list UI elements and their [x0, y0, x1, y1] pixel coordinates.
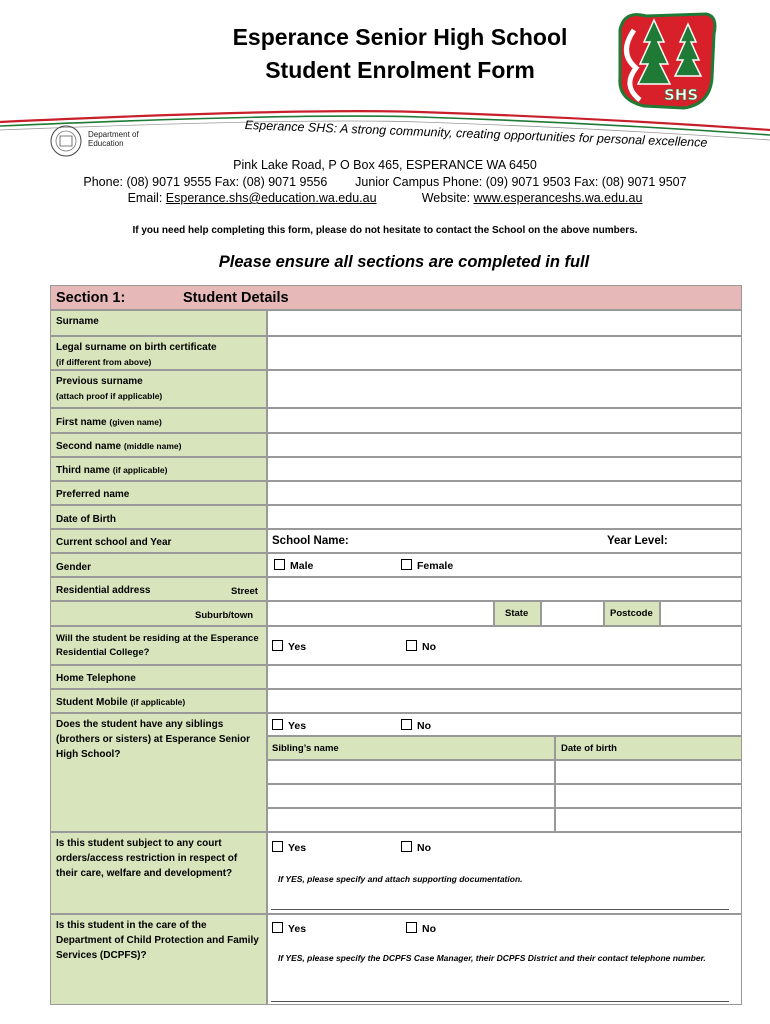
court-orders-cell: [267, 832, 742, 914]
college-yes-option[interactable]: Yes: [272, 640, 306, 653]
home-telephone-input[interactable]: [267, 665, 742, 689]
state-input[interactable]: [541, 601, 604, 626]
state-label: State: [505, 608, 529, 619]
sibling-name-header: Sibling’s name: [267, 736, 555, 760]
suburb-label: Suburb/town: [195, 610, 254, 621]
court-no-option[interactable]: No: [401, 841, 431, 854]
court-details-line[interactable]: [271, 909, 729, 910]
gender-male-option[interactable]: Male: [274, 559, 313, 572]
court-no-checkbox[interactable]: [401, 841, 412, 852]
dcpfs-no-option[interactable]: No: [406, 922, 436, 935]
college-no-option[interactable]: No: [406, 640, 436, 653]
court-yes-checkbox[interactable]: [272, 841, 283, 852]
siblings-yes-checkbox[interactable]: [272, 719, 283, 730]
gender-label: Gender: [50, 553, 267, 577]
form-subtitle: Student Enrolment Form: [265, 57, 535, 83]
state-label-cell: [494, 601, 541, 626]
postcode-input[interactable]: [660, 601, 742, 626]
suburb-input[interactable]: [267, 601, 494, 626]
second-name-input[interactable]: [267, 433, 742, 457]
sibling-3-dob-input[interactable]: [555, 808, 742, 832]
sibling-3-name-input[interactable]: [267, 808, 555, 832]
previous-surname-input[interactable]: [267, 370, 742, 408]
dcpfs-note: If YES, please specify the DCPFS Case Manager, their DCPFS District and their contact telephone number.: [278, 953, 706, 963]
school-address: Pink Lake Road, P O Box 465, ESPERANCE WA 6450: [233, 158, 537, 172]
junior-campus-phone: Junior Campus Phone: (09) 9071 9503 Fax: (08) 9071 9507: [355, 175, 687, 189]
college-yes-checkbox[interactable]: [272, 640, 283, 651]
current-school-input[interactable]: [267, 529, 742, 553]
help-text: If you need help completing this form, please do not hesitate to contact the School on the above numbers.: [132, 225, 638, 236]
section-title: Student Details: [183, 290, 289, 306]
school-slogan: Esperance SHS: A strong community, creating opportunities for personal excellence: [244, 118, 708, 150]
gender-female-option[interactable]: Female: [401, 559, 453, 572]
third-name-label: Third name (if applicable): [50, 457, 267, 481]
sibling-2-dob-input[interactable]: [555, 784, 742, 808]
street-label: Street: [231, 586, 258, 597]
student-mobile-input[interactable]: [267, 689, 742, 713]
gender-options: [267, 553, 742, 577]
preferred-name-input[interactable]: [267, 481, 742, 505]
year-level-label: Year Level:: [607, 535, 668, 547]
dcpfs-yes-checkbox[interactable]: [272, 922, 283, 933]
section-number: Section 1:: [56, 290, 126, 306]
school-phones: [0, 174, 770, 191]
legal-surname-input[interactable]: [267, 336, 742, 370]
main-phone: Phone: (08) 9071 9555 Fax: (08) 9071 9556: [83, 175, 328, 189]
form-title: Esperance Senior High School: [232, 24, 568, 50]
surname-input[interactable]: [267, 310, 742, 336]
siblings-label: Does the student have any siblings (brothers or sisters) at Esperance Senior High School?: [50, 713, 267, 832]
dcpfs-label: Is this student in the care of the Department of Child Protection and Family Services (DCPFS)?: [50, 914, 267, 1005]
siblings-yes-option[interactable]: Yes: [272, 719, 306, 732]
siblings-no-option[interactable]: No: [401, 719, 431, 732]
email-label: Email:: [127, 191, 166, 205]
previous-surname-label: Previous surname (attach proof if applicable): [50, 370, 267, 408]
ensure-complete-text: Please ensure all sections are completed in full: [218, 253, 590, 271]
sibling-1-dob-input[interactable]: [555, 760, 742, 784]
school-logo: [614, 8, 718, 110]
college-no-checkbox[interactable]: [406, 640, 417, 651]
legal-surname-label: Legal surname on birth certificate (if different from above): [50, 336, 267, 370]
surname-label: Surname: [50, 310, 267, 336]
college-label: Will the student be residing at the Esperance Residential College?: [50, 626, 267, 665]
dob-label: Date of Birth: [50, 505, 267, 529]
suburb-label-cell: [50, 601, 267, 626]
court-yes-option[interactable]: Yes: [272, 841, 306, 854]
school-name-label: School Name:: [272, 535, 349, 547]
department-name-line2: Education: [88, 139, 124, 148]
section-header: [50, 285, 742, 310]
dcpfs-details-line[interactable]: [271, 1001, 729, 1002]
department-of-education-logo: [48, 124, 158, 158]
dcpfs-cell: [267, 914, 742, 1005]
sibling-1-name-input[interactable]: [267, 760, 555, 784]
residential-address-label: Residential address Street: [50, 577, 267, 601]
preferred-name-label: Preferred name: [50, 481, 267, 505]
current-school-label: Current school and Year: [50, 529, 267, 553]
second-name-label: Second name (middle name): [50, 433, 267, 457]
third-name-input[interactable]: [267, 457, 742, 481]
sibling-2-name-input[interactable]: [267, 784, 555, 808]
student-mobile-label: Student Mobile (if applicable): [50, 689, 267, 713]
college-options: [267, 626, 742, 665]
street-input[interactable]: [267, 577, 742, 601]
school-contacts: [0, 190, 770, 207]
home-telephone-label: Home Telephone: [50, 665, 267, 689]
siblings-no-checkbox[interactable]: [401, 719, 412, 730]
logo-text: SHS: [664, 86, 699, 104]
dob-input[interactable]: [267, 505, 742, 529]
website-link[interactable]: www.esperanceshs.wa.edu.au: [473, 191, 643, 205]
court-note: If YES, please specify and attach supporting documentation.: [278, 874, 523, 884]
postcode-label: Postcode: [610, 608, 653, 619]
first-name-input[interactable]: [267, 408, 742, 433]
court-orders-label: Is this student subject to any court orders/access restriction in respect of their care, welfare and development?: [50, 832, 267, 914]
sibling-dob-header: Date of birth: [555, 736, 742, 760]
email-link[interactable]: Esperance.shs@education.wa.edu.au: [165, 191, 377, 205]
postcode-label-cell: [604, 601, 660, 626]
department-name-line1: Department of: [88, 130, 139, 139]
first-name-label: First name (given name): [50, 408, 267, 433]
website-label: Website:: [421, 191, 474, 205]
female-checkbox[interactable]: [401, 559, 412, 570]
dcpfs-yes-option[interactable]: Yes: [272, 922, 306, 935]
dcpfs-no-checkbox[interactable]: [406, 922, 417, 933]
siblings-options: [267, 713, 742, 736]
male-checkbox[interactable]: [274, 559, 285, 570]
